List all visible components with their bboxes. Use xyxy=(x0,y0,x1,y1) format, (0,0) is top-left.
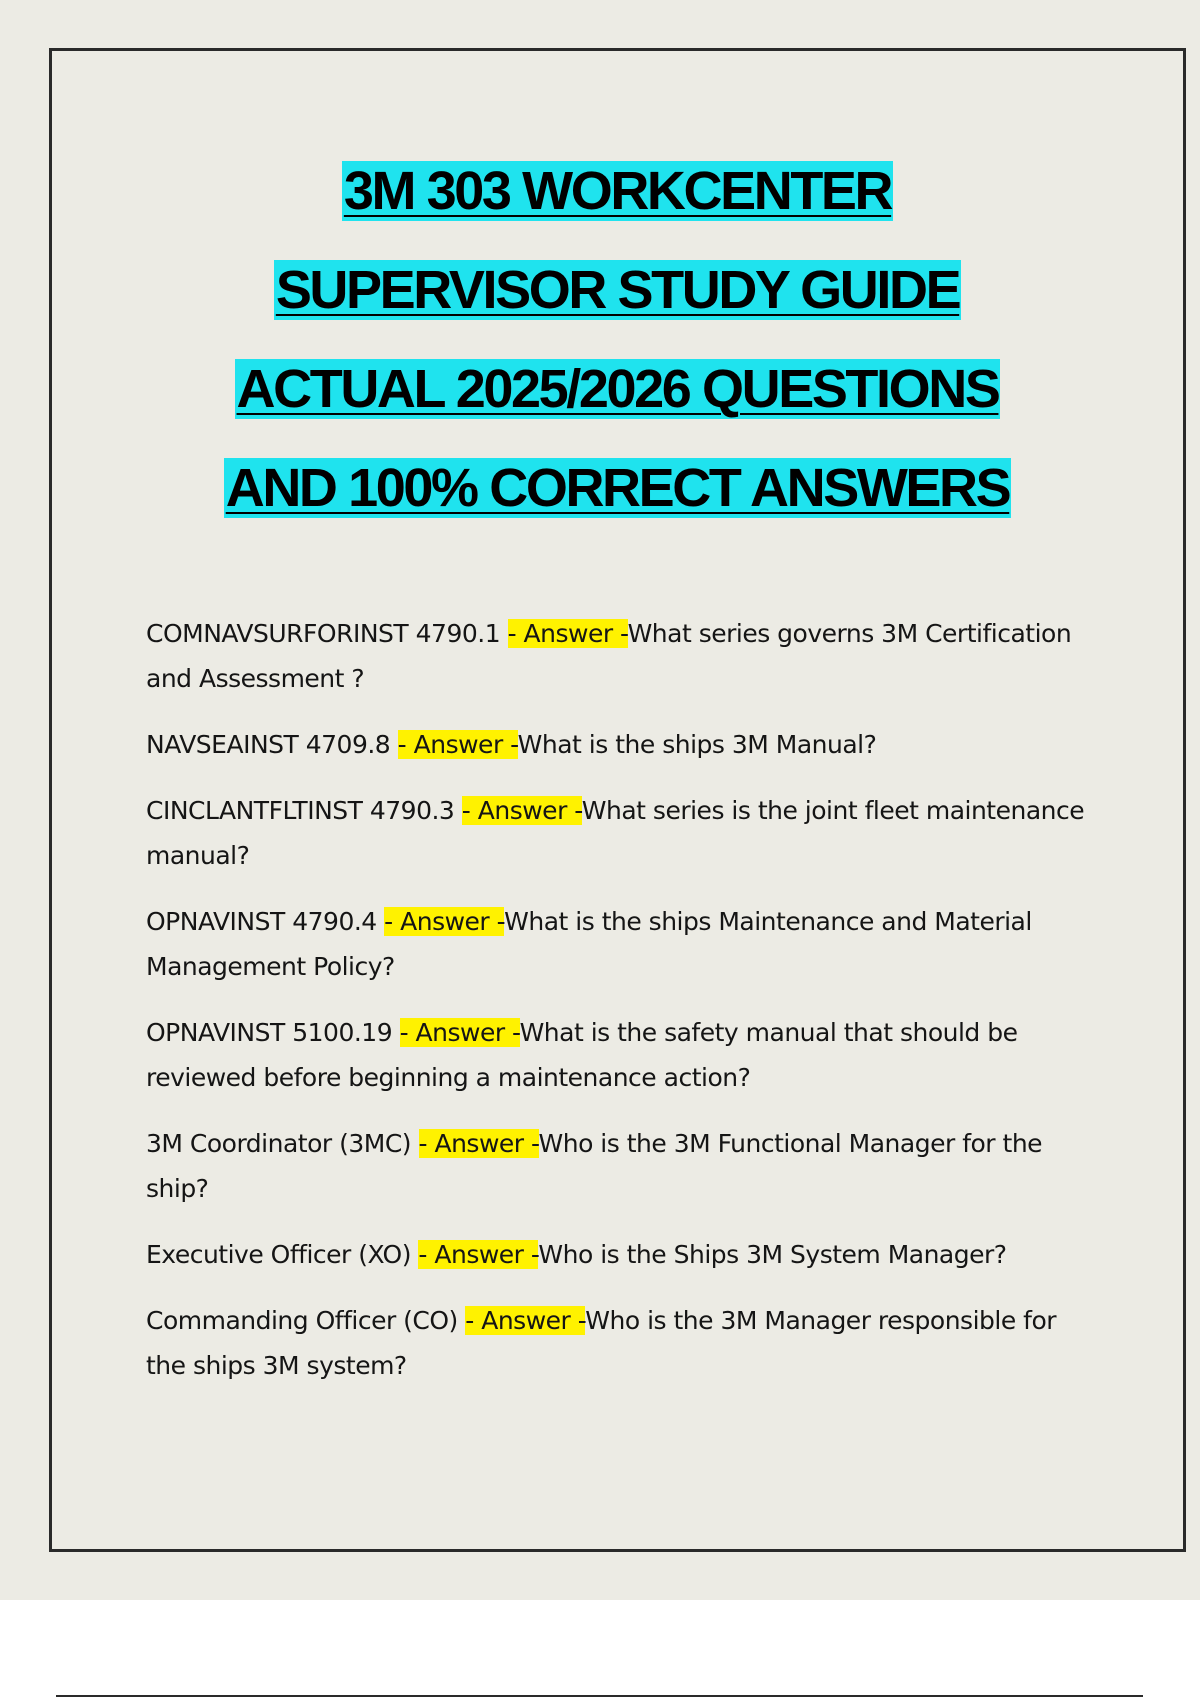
title-text: SUPERVISOR STUDY GUIDE xyxy=(275,260,960,320)
question-text: What series is the joint fleet maintenance manual? xyxy=(146,796,1085,870)
qa-item xyxy=(146,1010,1096,1100)
bottom-rule xyxy=(56,1695,1143,1697)
answer-marker: - Answer - xyxy=(507,619,628,648)
answer-marker: - Answer - xyxy=(461,796,582,825)
qa-item xyxy=(146,788,1096,878)
title-line xyxy=(0,142,1200,241)
qa-item xyxy=(146,611,1096,701)
answer-marker: - Answer - xyxy=(397,730,518,759)
title-line xyxy=(0,340,1200,439)
qa-item xyxy=(146,1232,1096,1277)
answer-marker: - Answer - xyxy=(384,907,505,936)
question-text: What series governs 3M Certification and Assessment ? xyxy=(146,619,1072,693)
answer-marker: - Answer - xyxy=(399,1018,520,1047)
answer-marker: - Answer - xyxy=(465,1306,586,1335)
answer-text: OPNAVINST 5100.19 xyxy=(146,1018,400,1047)
qa-list xyxy=(146,611,1096,1409)
question-text: Who is the 3M Manager responsible for the ships 3M system? xyxy=(146,1306,1057,1380)
title-line xyxy=(0,439,1200,538)
title-line xyxy=(0,241,1200,340)
question-text: What is the ships Maintenance and Material Management Policy? xyxy=(146,907,1032,981)
title-text: ACTUAL 2025/2026 QUESTIONS xyxy=(236,359,999,419)
title-text: 3M 303 WORKCENTER xyxy=(343,161,892,221)
question-text: Who is the 3M Functional Manager for the ship? xyxy=(146,1129,1043,1203)
answer-text: 3M Coordinator (3MC) xyxy=(146,1129,419,1158)
answer-marker: - Answer - xyxy=(418,1129,539,1158)
title-text: AND 100% CORRECT ANSWERS xyxy=(225,458,1010,518)
answer-text: OPNAVINST 4790.4 xyxy=(146,907,385,936)
answer-marker: - Answer - xyxy=(418,1240,539,1269)
question-text: What is the safety manual that should be reviewed before beginning a maintenance action? xyxy=(146,1018,1018,1092)
answer-text: NAVSEAINST 4709.8 xyxy=(146,730,398,759)
answer-text: Commanding Officer (CO) xyxy=(146,1306,466,1335)
qa-item xyxy=(146,1298,1096,1388)
qa-item xyxy=(146,1121,1096,1211)
answer-text: CINCLANTFLTINST 4790.3 xyxy=(146,796,462,825)
question-text: What is the ships 3M Manual? xyxy=(517,730,877,759)
answer-text: COMNAVSURFORINST 4790.1 xyxy=(146,619,508,648)
document-title xyxy=(0,142,1200,538)
answer-text: Executive Officer (XO) xyxy=(146,1240,419,1269)
question-text: Who is the Ships 3M System Manager? xyxy=(538,1240,1007,1269)
qa-item xyxy=(146,899,1096,989)
qa-item xyxy=(146,722,1096,767)
